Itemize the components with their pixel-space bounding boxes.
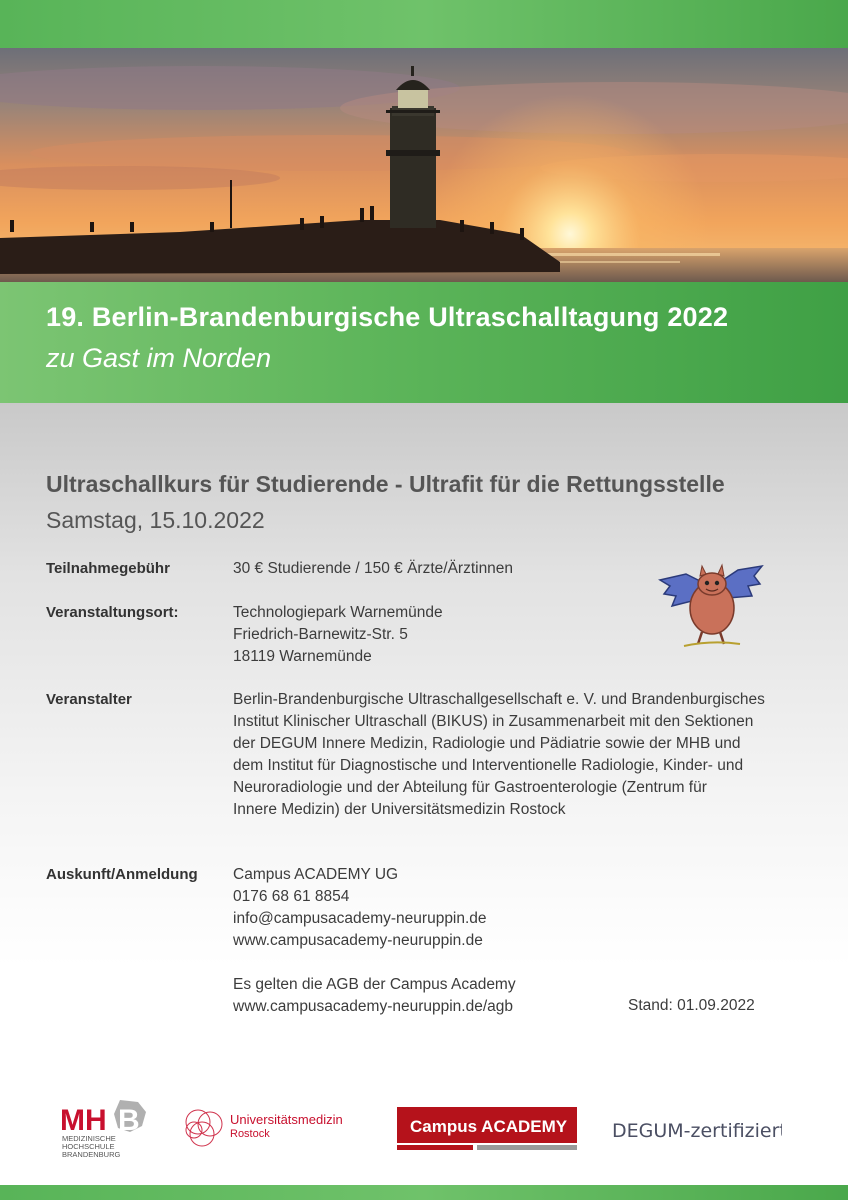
organizer-text <box>233 689 765 821</box>
mhb-line: MEDIZINISCHE <box>62 1134 116 1143</box>
lighthouse-sunset-image <box>0 48 848 282</box>
mhb-mark-b: B <box>118 1104 140 1137</box>
contact-block <box>233 864 516 1018</box>
contact-website-link[interactable]: www.campusacademy-neuruppin.de <box>233 932 483 949</box>
rostock-line2: Rostock <box>230 1128 270 1140</box>
venue-line: 18119 Warnemünde <box>233 648 372 665</box>
top-green-bar <box>0 0 848 48</box>
bat-mascot-icon <box>656 556 766 661</box>
venue-label: Veranstaltungsort: <box>46 604 179 621</box>
event-subtitle: zu Gast im Norden <box>46 343 272 373</box>
organizer-line: Innere Medizin) der Universitätsmedizin Rostock <box>233 801 566 818</box>
contact-label: Auskunft/Anmeldung <box>46 866 198 883</box>
bottom-green-bar <box>0 1185 848 1200</box>
agb-link[interactable]: www.campusacademy-neuruppin.de/agb <box>233 998 514 1015</box>
campus-academy-logo <box>397 1107 577 1151</box>
organizer-label: Veranstalter <box>46 691 132 708</box>
campus-academy-text: Campus ACADEMY <box>410 1117 568 1136</box>
organizer-line: Neuroradiologie und der Abteilung für Gastroenterologie (Zentrum für <box>233 779 707 796</box>
fee-value: 30 € Studierende / 150 € Ärzte/Ärztinnen <box>233 560 514 577</box>
mhb-line: BRANDENBURG <box>62 1150 121 1159</box>
venue-line: Friedrich-Barnewitz-Str. 5 <box>233 626 408 643</box>
organizer-line: Berlin-Brandenburgische Ultraschallgesellschaft e. V. und Brandenburgisches <box>233 691 765 708</box>
organizer-line: dem Institut für Diagnostische und Interventionelle Radiologie, Kinder- und <box>233 757 744 774</box>
contact-email-link[interactable]: info@campusacademy-neuruppin.de <box>233 910 487 927</box>
fee-label: Teilnahmegebühr <box>46 560 170 577</box>
course-date: Samstag, 15.10.2022 <box>46 507 265 533</box>
degum-text: DEGUM-zertifiziert <box>612 1120 782 1142</box>
mhb-mark-m: MH <box>60 1104 107 1137</box>
organizer-line: Institut Klinischer Ultraschall (BIKUS) in Zusammenarbeit mit den Sektionen <box>233 713 754 730</box>
contact-company: Campus ACADEMY UG <box>233 866 399 883</box>
event-title: 19. Berlin-Brandenburgische Ultraschalltagung 2022 <box>46 302 729 332</box>
venue-line: Technologiepark Warnemünde <box>233 604 443 621</box>
mhb-line: HOCHSCHULE <box>62 1142 115 1151</box>
agb-text: Es gelten die AGB der Campus Academy <box>233 976 516 993</box>
stand-date: Stand: 01.09.2022 <box>628 997 755 1014</box>
contact-phone[interactable]: 0176 68 61 8854 <box>233 888 350 905</box>
course-title: Ultraschallkurs für Studierende - Ultrafit für die Rettungsstelle <box>46 471 725 497</box>
degum-certified-logo <box>612 1113 782 1145</box>
unimedizin-rostock-logo <box>180 1104 360 1152</box>
venue-address <box>233 602 443 668</box>
mhb-logo <box>58 1098 158 1162</box>
rostock-line1: Universitätsmedizin <box>230 1112 343 1127</box>
organizer-line: der DEGUM Innere Medizin, Radiologie und Pädiatrie sowie der MHB und <box>233 735 741 752</box>
